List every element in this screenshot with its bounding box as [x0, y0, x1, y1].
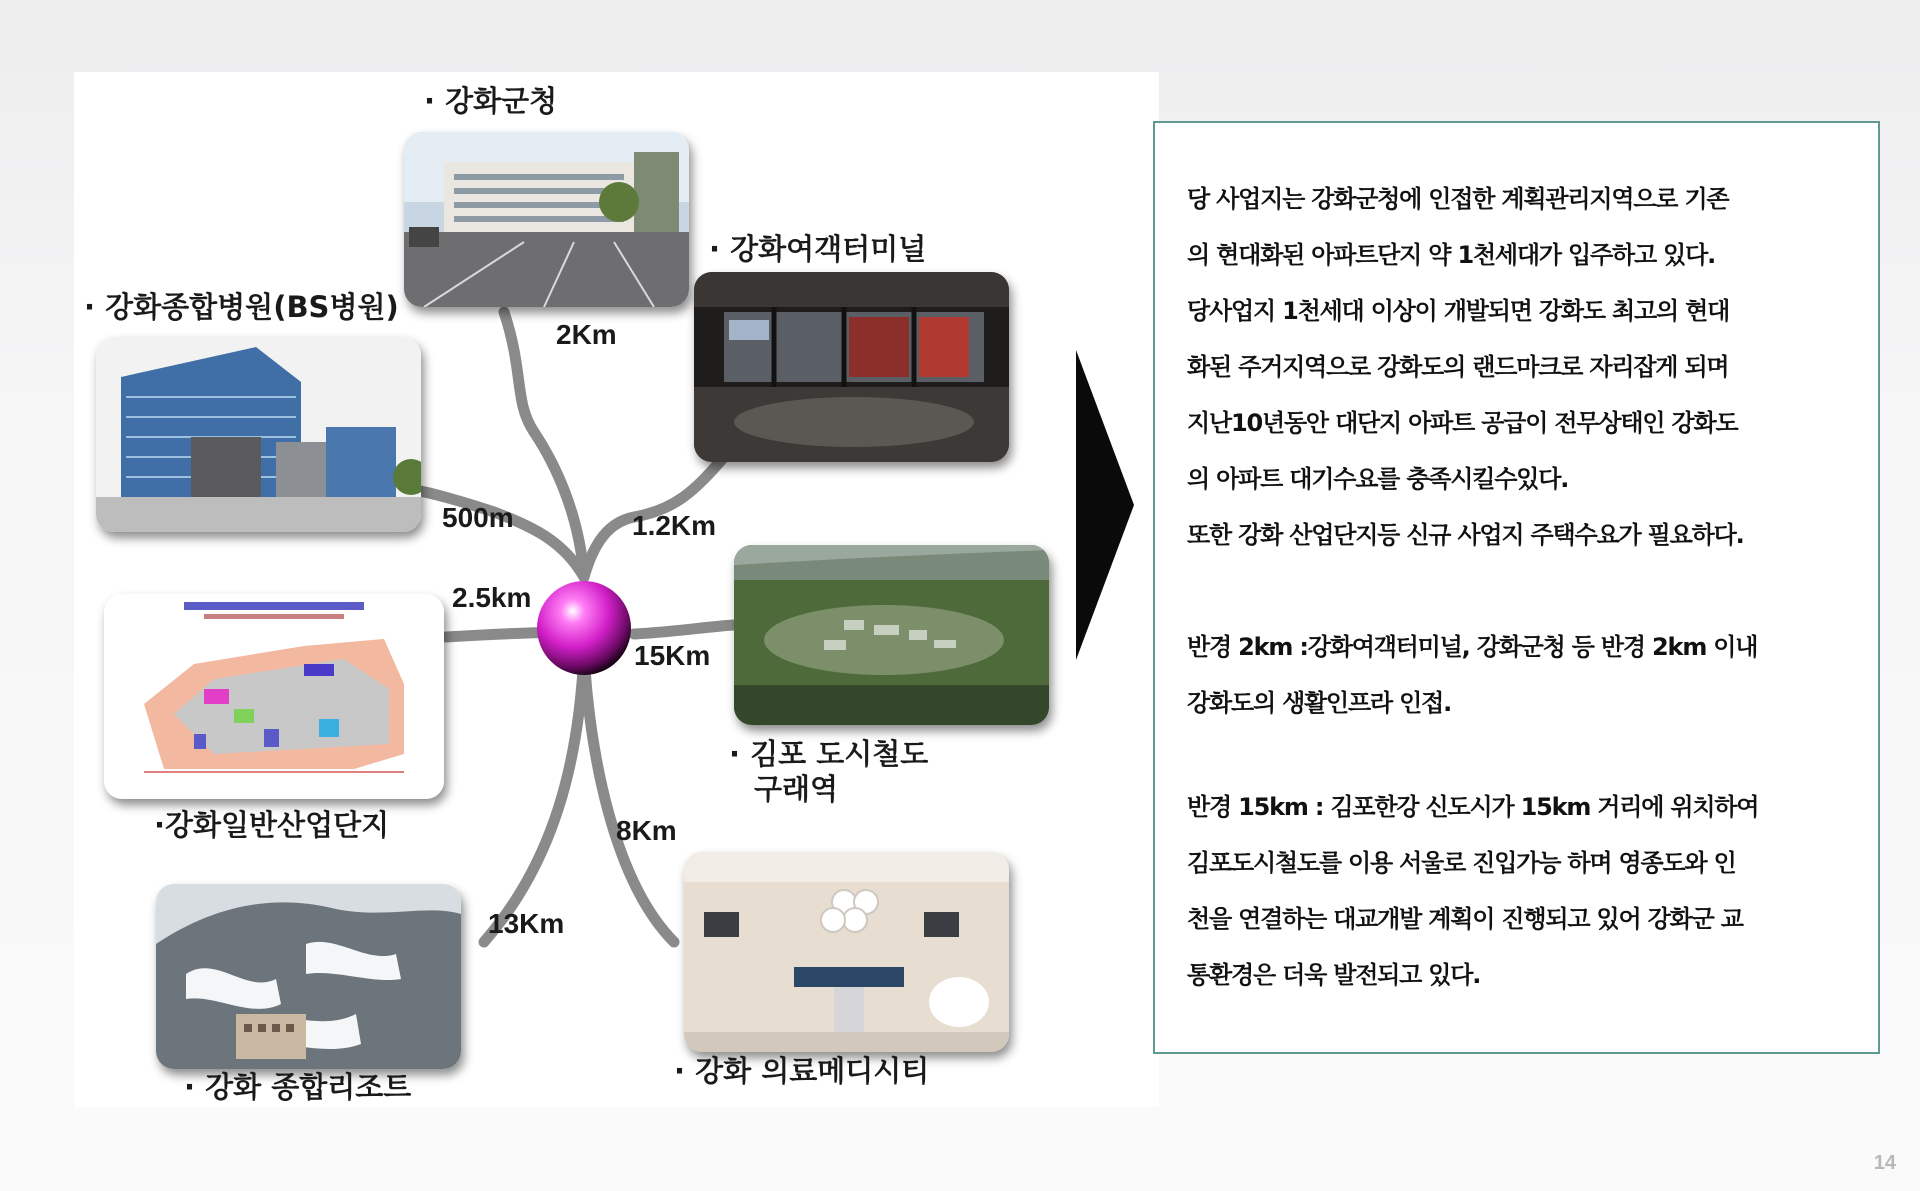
- label-resort: · 강화 종합리조트: [184, 1070, 412, 1104]
- text-line: 통환경은 더욱 발전되고 있다.: [1187, 961, 1481, 989]
- text-line: 김포도시철도를 이용 서울로 진입가능 하며 영종도와 인: [1187, 849, 1736, 877]
- text-line: 천을 연결하는 대교개발 계획이 진행되고 있어 강화군 교: [1187, 905, 1743, 933]
- road-to-medical: [584, 652, 674, 942]
- page-number: 14: [1873, 1152, 1896, 1174]
- distance-gunchung: 2Km: [556, 319, 617, 350]
- label-terminal: · 강화여객터미널: [709, 232, 927, 266]
- text-line: 의 현대화된 아파트단지 약 1천세대가 입주하고 있다.: [1187, 241, 1716, 269]
- text-line: 또한 강화 산업단지등 신규 사업지 주택수요가 필요하다.: [1187, 521, 1744, 549]
- road-to-gimpo: [634, 625, 734, 634]
- distance-industrial: 2.5km: [452, 582, 532, 613]
- right-arrow-icon: [1072, 350, 1136, 660]
- distance-hospital: 500m: [442, 502, 514, 533]
- medical-photo: [684, 852, 1009, 1052]
- description-paragraph-2: [1187, 619, 1877, 731]
- hub-marker: [537, 581, 631, 675]
- distance-terminal: 1.2Km: [632, 510, 717, 541]
- label-medical: · 강화 의료메디시티: [674, 1054, 930, 1088]
- text-line: 화된 주거지역으로 강화도의 랜드마크로 자리잡게 되며: [1187, 353, 1729, 381]
- terminal-photo: [694, 272, 1009, 462]
- distance-medical: 8Km: [616, 815, 677, 846]
- distance-gimpo: 15Km: [634, 640, 711, 671]
- text-line: 당 사업지는 강화군청에 인접한 계획관리지역으로 기존: [1187, 185, 1729, 213]
- description-box: [1153, 121, 1880, 1054]
- label-gunchung: · 강화군청: [424, 84, 558, 118]
- text-line: 지난10년동안 대단지 아파트 공급이 전무상태인 강화도: [1187, 409, 1738, 437]
- label-gimpo-line2: 구래역: [754, 772, 839, 806]
- description-paragraph-1: [1187, 171, 1877, 563]
- resort-photo: [156, 884, 461, 1069]
- hospital-photo: [96, 337, 421, 532]
- text-line: 의 아파트 대기수요를 충족시킬수있다.: [1187, 465, 1569, 493]
- gunchung-photo: [404, 132, 689, 307]
- text-line: 당사업지 1천세대 이상이 개발되면 강화도 최고의 현대: [1187, 297, 1730, 325]
- distance-resort: 13Km: [488, 908, 565, 939]
- label-gimpo-line1: · 김포 도시철도: [729, 737, 929, 771]
- industrial-photo: [104, 594, 444, 799]
- text-line: 반경 2km :강화여객터미널, 강화군청 등 반경 2km 이내: [1187, 633, 1758, 661]
- description-paragraph-3: [1187, 779, 1877, 1003]
- label-hospital: · 강화종합병원(BS병원): [84, 290, 399, 324]
- label-industrial: ·강화일반산업단지: [154, 808, 390, 842]
- text-line: 반경 15km : 김포한강 신도시가 15km 거리에 위치하여: [1187, 793, 1759, 821]
- text-line: 강화도의 생활인프라 인접.: [1187, 689, 1452, 717]
- gimpo-photo: [734, 545, 1049, 725]
- road-to-resort: [484, 652, 584, 942]
- diagram-panel: [74, 72, 1159, 1107]
